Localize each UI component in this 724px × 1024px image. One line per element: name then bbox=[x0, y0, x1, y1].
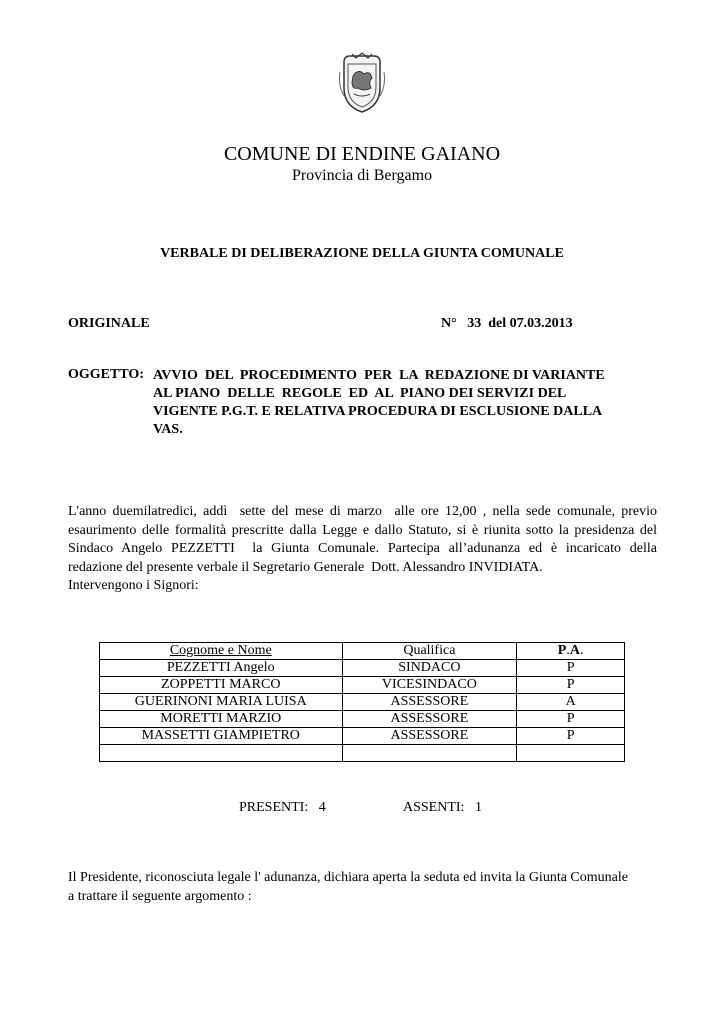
presenti-count: PRESENTI: 4 bbox=[239, 800, 326, 815]
delibera-number: N° 33 del 07.03.2013 bbox=[441, 316, 573, 331]
cell-pa: P bbox=[517, 677, 625, 694]
intro-line: redazione del presente verbale il Segretario Generale Dott. Alessandro INVIDIATA. bbox=[68, 559, 543, 575]
intro-line: Intervengono i Signori: bbox=[68, 578, 199, 593]
municipal-crest-icon bbox=[338, 52, 386, 114]
intro-paragraph bbox=[68, 503, 657, 596]
table-row-empty bbox=[100, 745, 625, 762]
cell-nome: ZOPPETTI MARCO bbox=[100, 677, 343, 694]
cell-qualifica bbox=[342, 745, 517, 762]
comune-name: COMUNE DI ENDINE GAIANO bbox=[223, 143, 501, 165]
cell-pa: A bbox=[517, 694, 625, 711]
presidente-paragraph bbox=[68, 869, 657, 906]
cell-qualifica: ASSESSORE bbox=[342, 728, 517, 745]
table-row bbox=[100, 694, 625, 711]
cell-pa: P bbox=[517, 660, 625, 677]
assenti-count: ASSENTI: 1 bbox=[403, 800, 482, 815]
table-row bbox=[100, 728, 625, 745]
intro-line: esaurimento delle formalità prescritte dalla Legge e dallo Statuto, si è riunita sotto la presidenza del bbox=[68, 522, 657, 538]
cell-pa bbox=[517, 745, 625, 762]
attendance-table bbox=[99, 642, 625, 762]
cell-qualifica: VICESINDACO bbox=[342, 677, 517, 694]
cell-pa: P bbox=[517, 728, 625, 745]
provincia-name: Provincia di Bergamo bbox=[291, 167, 433, 184]
oggetto-line: VAS. bbox=[153, 422, 183, 437]
table-row bbox=[100, 660, 625, 677]
cell-pa: P bbox=[517, 711, 625, 728]
cell-qualifica: SINDACO bbox=[342, 660, 517, 677]
oggetto-line: AVVIO DEL PROCEDIMENTO PER LA REDAZIONE DI VARIANTE bbox=[153, 368, 605, 383]
document-title: VERBALE DI DELIBERAZIONE DELLA GIUNTA COMUNALE bbox=[160, 246, 564, 261]
intro-line: L'anno duemilatredici, addì sette del mese di marzo alle ore 12,00 , nella sede comunale, previo bbox=[68, 504, 657, 519]
cell-qualifica: ASSESSORE bbox=[342, 711, 517, 728]
cell-nome: MASSETTI GIAMPIETRO bbox=[100, 728, 343, 745]
intro-line: Sindaco Angelo PEZZETTI la Giunta Comunale. Partecipa all’adunanza ed è incaricato della bbox=[68, 541, 657, 556]
cell-nome: GUERINONI MARIA LUISA bbox=[100, 694, 343, 711]
cell-nome: MORETTI MARZIO bbox=[100, 711, 343, 728]
header-nome: Cognome e Nome bbox=[100, 643, 343, 660]
cell-qualifica: ASSESSORE bbox=[342, 694, 517, 711]
cell-nome: PEZZETTI Angelo bbox=[100, 660, 343, 677]
oggetto-text bbox=[153, 367, 633, 439]
oggetto-label: OGGETTO: bbox=[68, 367, 144, 382]
originale-label: ORIGINALE bbox=[68, 316, 150, 331]
table-row bbox=[100, 711, 625, 728]
header-pa: P.A. bbox=[517, 643, 625, 660]
presidente-line: Il Presidente, riconosciuta legale l' adunanza, dichiara aperta la seduta ed invita la Giunta Comunale bbox=[68, 870, 628, 885]
table-header-row bbox=[100, 643, 625, 660]
oggetto-line: AL PIANO DELLE REGOLE ED AL PIANO DEI SERVIZI DEL bbox=[153, 386, 567, 401]
presidente-line: a trattare il seguente argomento : bbox=[68, 888, 252, 904]
cell-nome bbox=[100, 745, 343, 762]
oggetto-line: VIGENTE P.G.T. E RELATIVA PROCEDURA DI ESCLUSIONE DALLA bbox=[153, 404, 603, 419]
table-row bbox=[100, 677, 625, 694]
header-qualifica: Qualifica bbox=[342, 643, 517, 660]
